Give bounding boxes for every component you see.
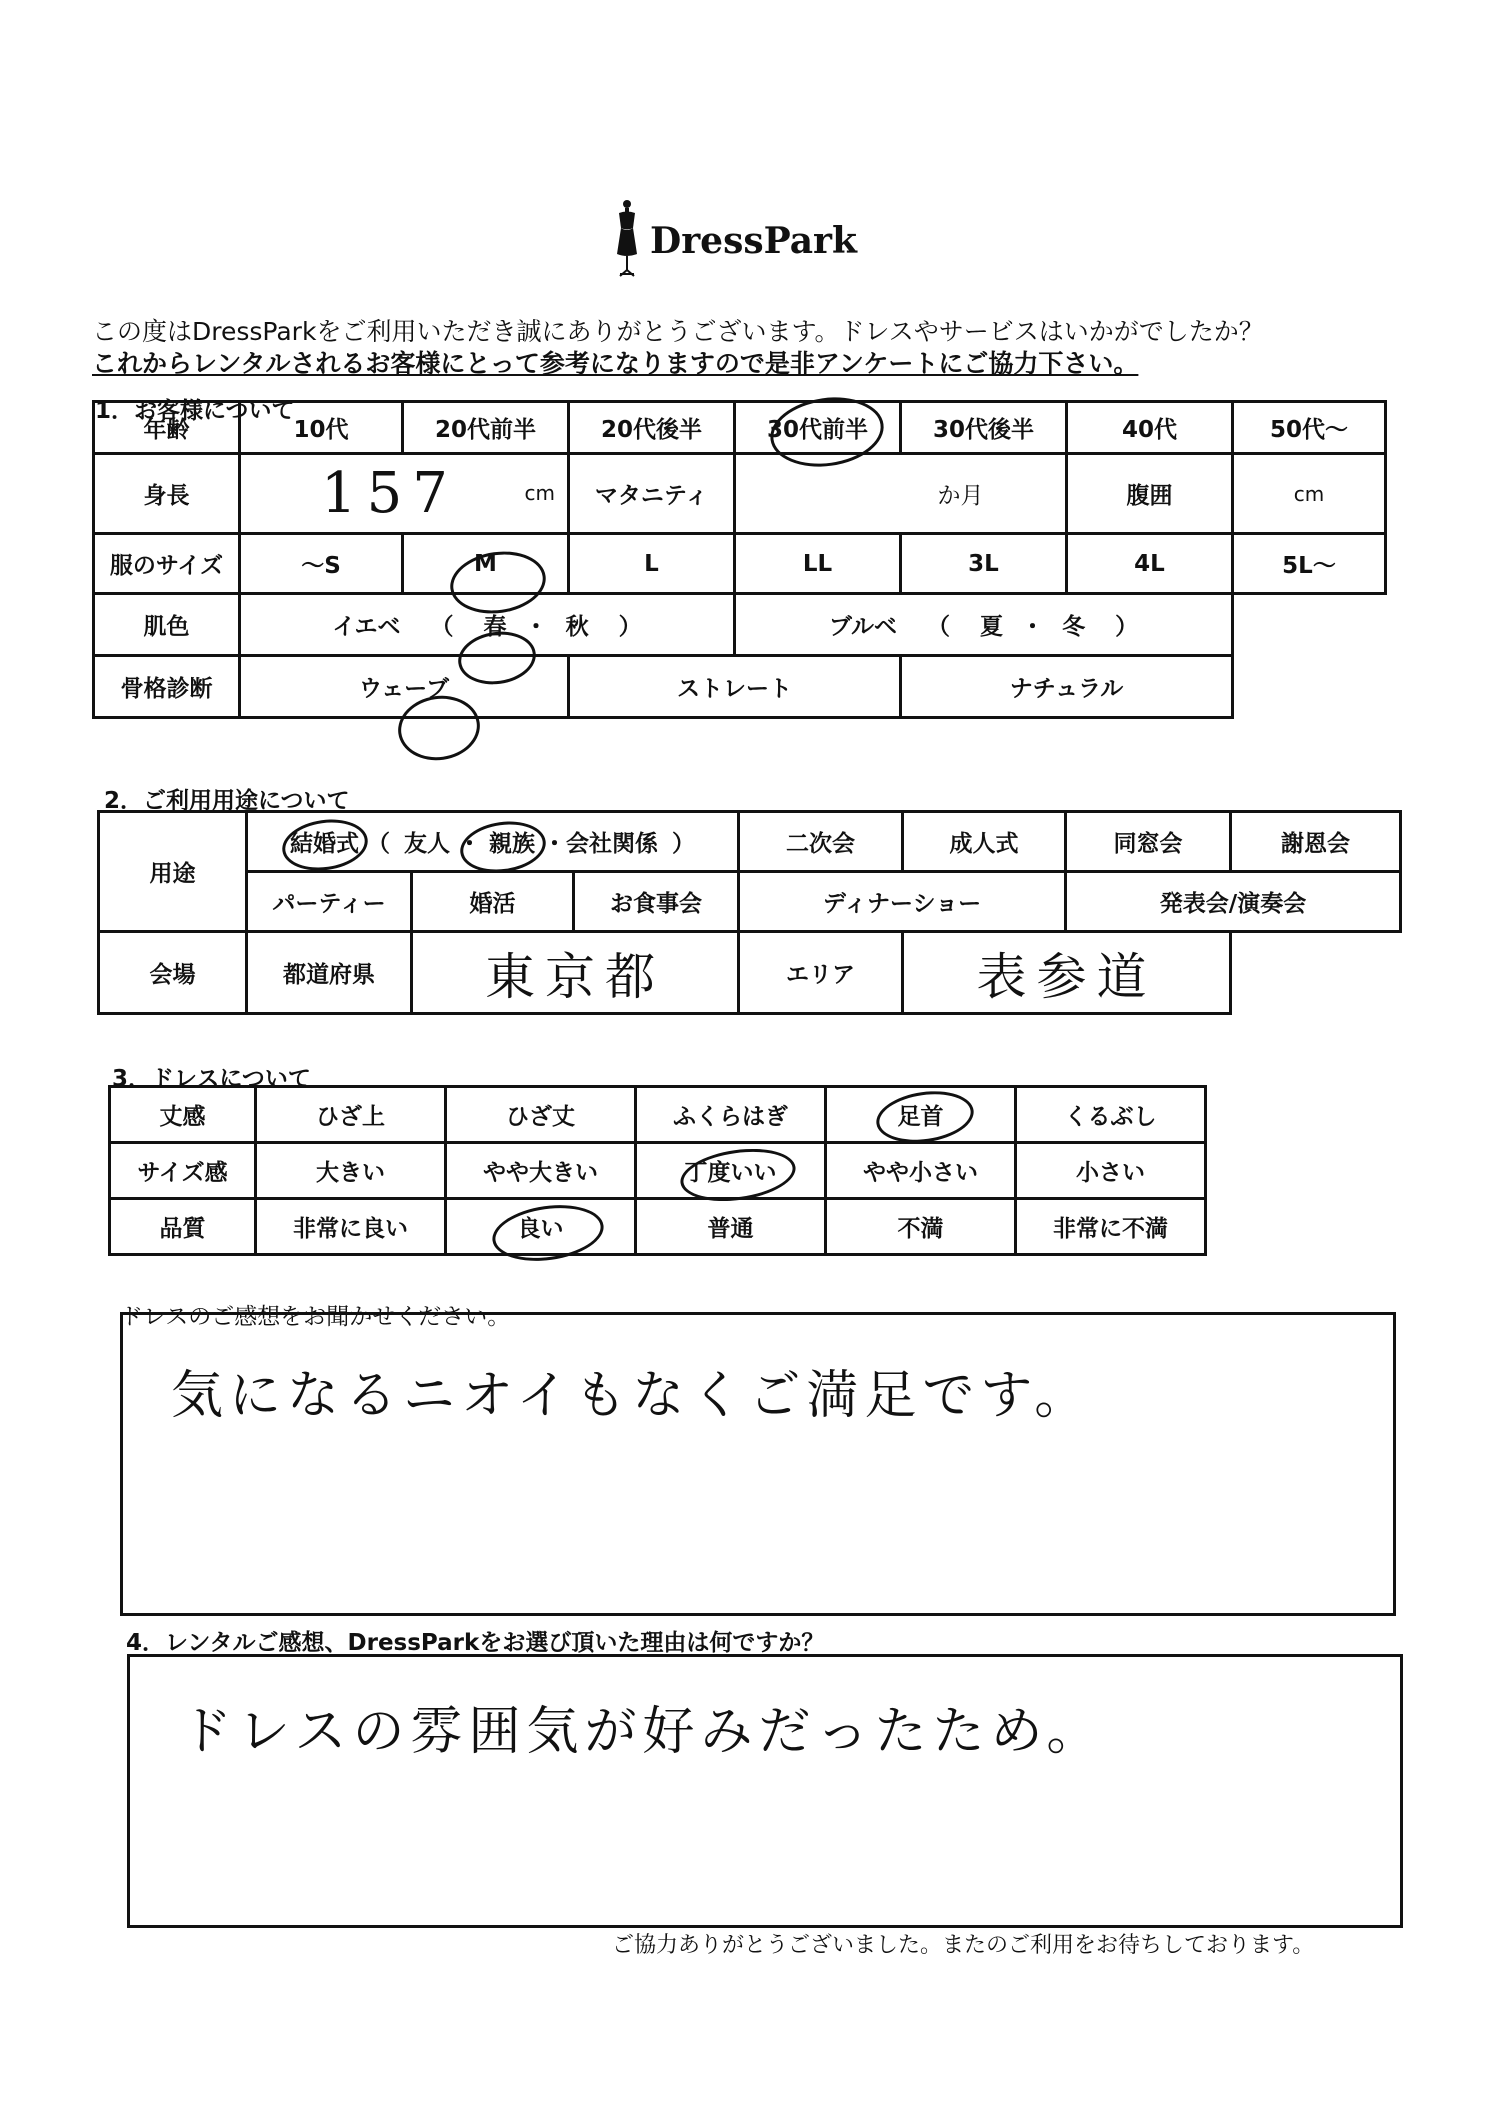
fit-option[interactable]: 小さい (1016, 1143, 1206, 1199)
footer-thanks: ご協力ありがとうございました。またのご利用をお待ちしております。 (612, 1933, 1315, 1958)
size-option-selected[interactable]: M (403, 534, 569, 594)
venue-label: 会場 (99, 932, 247, 1014)
skin-blue-option[interactable] (735, 594, 1233, 656)
paren-close: ） (1115, 614, 1139, 640)
fit-option[interactable]: やや大きい (446, 1143, 636, 1199)
wedding-selected[interactable]: 結婚式 (289, 831, 359, 857)
use-option[interactable]: 婚活 (412, 872, 574, 932)
fit-option[interactable]: 大きい (256, 1143, 446, 1199)
waist-label: 腹囲 (1067, 454, 1233, 534)
length-option[interactable]: くるぶし (1016, 1087, 1206, 1143)
maternity-months-field[interactable] (735, 454, 1067, 534)
paren-open: （ (927, 614, 951, 640)
frame-option-selected[interactable]: ウェーブ (240, 656, 569, 718)
quality-option[interactable]: 非常に良い (256, 1199, 446, 1255)
frame-label: 骨格診断 (94, 656, 240, 718)
paren-close: ） (618, 614, 642, 640)
area-field[interactable] (903, 932, 1231, 1014)
use-option[interactable]: 同窓会 (1066, 812, 1231, 872)
paren-open: （ (430, 614, 454, 640)
use-option[interactable]: 成人式 (903, 812, 1066, 872)
area-value: 表参道 (976, 947, 1157, 1006)
quality-option[interactable]: 非常に不満 (1016, 1199, 1206, 1255)
wedding-family-selected[interactable]: 親族 (489, 831, 536, 857)
size-option[interactable]: L (569, 534, 735, 594)
separator-dot: ・ (524, 614, 548, 640)
section-4-answer-box[interactable] (127, 1654, 1403, 1928)
age-option[interactable]: 20代前半 (403, 402, 569, 454)
age-option[interactable]: 10代 (240, 402, 403, 454)
use-option[interactable]: ディナーショー (739, 872, 1066, 932)
size-option[interactable]: ～S (240, 534, 403, 594)
months-unit: か月 (937, 483, 984, 509)
use-option[interactable]: 発表会/演奏会 (1066, 872, 1401, 932)
empty-cell (1233, 656, 1386, 718)
paren-open: （ (366, 831, 390, 857)
intro-line-2: これからレンタルされるお客様にとって参考になりますので是非アンケートにご協力下さい。 (92, 349, 1139, 378)
skin-label: 肌色 (94, 594, 240, 656)
use-option[interactable]: パーティー (247, 872, 412, 932)
length-option[interactable]: ひざ丈 (446, 1087, 636, 1143)
impressions-question: ドレスのご感想をお聞かせください。 (120, 1304, 511, 1330)
waist-field[interactable] (1233, 454, 1386, 534)
quality-option[interactable]: 不満 (826, 1199, 1016, 1255)
area-label: エリア (739, 932, 903, 1014)
logo-text: DressPark (650, 220, 857, 262)
brand-logo (610, 198, 857, 288)
use-option[interactable]: 謝恩会 (1231, 812, 1401, 872)
age-option-selected[interactable]: 30代前半 (735, 402, 901, 454)
prefecture-value: 東京都 (485, 947, 665, 1006)
size-option[interactable]: 3L (901, 534, 1067, 594)
age-option[interactable]: 40代 (1067, 402, 1233, 454)
customer-table (92, 400, 1387, 719)
use-option[interactable]: 二次会 (739, 812, 903, 872)
fit-label: サイズ感 (110, 1143, 256, 1199)
age-option[interactable]: 50代～ (1233, 402, 1386, 454)
quality-option-selected[interactable]: 良い (446, 1199, 636, 1255)
dress-form-icon (610, 198, 644, 278)
waist-unit: cm (1293, 481, 1325, 506)
size-label: 服のサイズ (94, 534, 240, 594)
skin-winter[interactable]: 冬 (1062, 614, 1086, 640)
dress-table (108, 1085, 1207, 1256)
frame-option[interactable]: ストレート (569, 656, 901, 718)
size-option[interactable]: LL (735, 534, 901, 594)
prefecture-field[interactable] (412, 932, 739, 1014)
length-option-selected[interactable]: 足首 (826, 1087, 1016, 1143)
fit-option[interactable]: やや小さい (826, 1143, 1016, 1199)
height-value: 157 (321, 461, 458, 526)
skin-spring-selected[interactable]: 春 (483, 614, 507, 640)
use-option[interactable]: お食事会 (574, 872, 739, 932)
height-field[interactable] (240, 454, 569, 534)
length-option[interactable]: ふくらはぎ (636, 1087, 826, 1143)
length-label: 丈感 (110, 1087, 256, 1143)
use-label: 用途 (99, 812, 247, 932)
section-2-title: 2．ご利用用途について (104, 788, 350, 814)
wedding-friend[interactable]: 友人 (403, 831, 450, 857)
quality-option[interactable]: 普通 (636, 1199, 826, 1255)
separator-dot: ・ (1021, 614, 1045, 640)
intro-line-1: この度はDressParkをご利用いただき誠にありがとうございます。ドレスやサービスはいかがでしたか？ (92, 317, 1264, 346)
section-3-title: 3．ドレスについて (112, 1066, 311, 1092)
height-unit: cm (524, 481, 555, 505)
separator-dot: ・ (458, 831, 481, 857)
skin-blue-label: ブルベ (828, 614, 897, 640)
section-4-question: 4．レンタルご感想、DressParkをお選び頂いた理由は何ですか？ (126, 1630, 825, 1656)
prefecture-label: 都道府県 (247, 932, 412, 1014)
impressions-answer: 気になるニオイもなくご満足です。 (171, 1366, 1093, 1426)
section-1-title: 1．お客様について (95, 398, 295, 424)
age-option[interactable]: 30代後半 (901, 402, 1067, 454)
fit-option-selected[interactable]: 丁度いい (636, 1143, 826, 1199)
paren-close: ） (672, 831, 696, 857)
wedding-company[interactable]: ・会社関係 (543, 831, 659, 857)
empty-cell (1233, 594, 1386, 656)
length-option[interactable]: ひざ上 (256, 1087, 446, 1143)
skin-yellow-label: イエベ (332, 614, 401, 640)
age-option[interactable]: 20代後半 (569, 402, 735, 454)
skin-autumn[interactable]: 秋 (565, 614, 589, 640)
maternity-label: マタニティ (569, 454, 735, 534)
quality-label: 品質 (110, 1199, 256, 1255)
section-4-answer: ドレスの雰囲気が好みだったため。 (180, 1702, 1105, 1762)
frame-option[interactable]: ナチュラル (901, 656, 1233, 718)
size-option[interactable]: 5L～ (1233, 534, 1386, 594)
height-label: 身長 (94, 454, 240, 534)
age-label: 年齢 (94, 402, 240, 454)
impressions-answer-box[interactable] (120, 1312, 1396, 1616)
skin-summer[interactable]: 夏 (980, 614, 1004, 640)
empty-cell (1231, 932, 1401, 1014)
size-option[interactable]: 4L (1067, 534, 1233, 594)
